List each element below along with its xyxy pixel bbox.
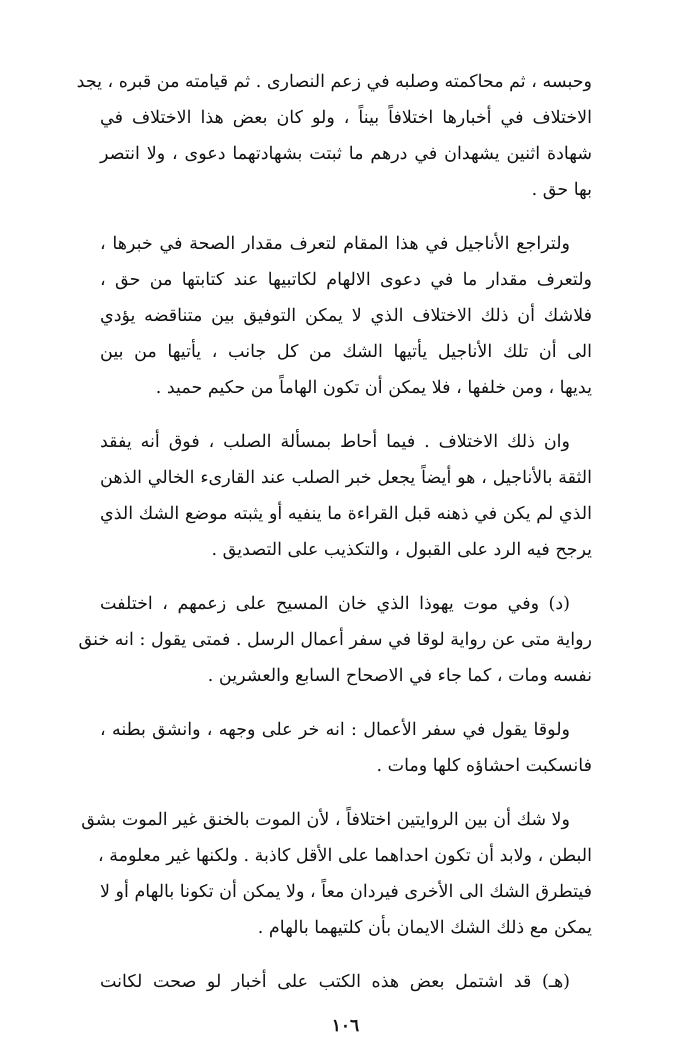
paragraph-5: [100, 712, 592, 784]
paragraph-3: [100, 424, 592, 568]
text-line: الثقة بالأناجيل ، هو أيضاً يجعل خبر الصلب عند القارىء الخالي الذهن: [100, 468, 592, 488]
text-line: البطن ، ولابد أن تكون احداهما على الأقل كاذبة . ولكنها غير معلومة ،: [98, 846, 592, 866]
text-line: فانسكبت احشاؤه كلها ومات .: [376, 756, 592, 776]
text-line: يرجح فيه الرد على القبول ، والتكذيب على التصديق .: [211, 540, 592, 560]
text-line: وحبسه ، ثم محاكمته وصلبه في زعم النصارى . ثم قيامته من قبره ، يجد: [76, 72, 592, 92]
page-body: [76, 64, 592, 1018]
text-line: ولتراجع الأناجيل في هذا المقام لتعرف مقدار الصحة في خبرها ،: [100, 234, 570, 254]
paragraph-1: [76, 64, 592, 208]
paragraph-2: [100, 226, 592, 406]
text-line: فلاشك أن ذلك الاختلاف الذي لا يمكن التوفيق بين متناقضه يؤدي: [100, 306, 592, 326]
text-line: الاختلاف في أخبارها اختلافاً بيناً ، ولو كان بعض هذا الاختلاف في: [100, 108, 592, 128]
text-line: ولا شك أن بين الروايتين اختلافاً ، لأن الموت بالخنق غير الموت بشق: [81, 810, 570, 830]
paragraph-4: [78, 586, 592, 694]
text-line: رواية متى عن رواية لوقا في سفر أعمال الرسل . فمتى يقول : انه خنق: [78, 630, 592, 650]
text-line: نفسه ومات ، كما جاء في الاصحاح السابع والعشرين .: [207, 666, 592, 686]
text-line: ولوقا يقول في سفر الأعمال : انه خر على وجهه ، وانشق بطنه ،: [100, 720, 570, 740]
paragraph-6: [81, 802, 592, 946]
text-line: (هـ) قد اشتمل بعض هذه الكتب على أخبار لو صحت لكانت: [100, 972, 570, 992]
text-line: وان ذلك الاختلاف . فيما أحاط بمسألة الصلب ، فوق أنه يفقد: [100, 432, 570, 452]
text-line: (د) وفي موت يهوذا الذي خان المسيح على زعمهم ، اختلفت: [100, 594, 570, 614]
page-number: ١٠٦: [331, 1016, 360, 1036]
text-line: يديها ، ومن خلفها ، فلا يمكن أن تكون الهاماً من حكيم حميد .: [155, 378, 592, 398]
text-line: فيتطرق الشك الى الأخرى فيردان معاً ، ولا يمكن أن تكونا بالهام أو لا: [100, 882, 592, 902]
paragraph-7: [100, 964, 592, 1000]
text-line: يمكن مع ذلك الشك الايمان بأن كلتيهما بالهام .: [257, 918, 592, 938]
text-line: الى أن تلك الأناجيل يأتيها الشك من كل جانب ، يأتيها من بين: [100, 342, 592, 362]
text-line: شهادة اثنين يشهدان في درهم ما ثبتت بشهادتهما دعوى ، ولا انتصر: [100, 144, 592, 164]
text-line: الذي لم يكن في ذهنه قبل القراءة ما ينفيه أو يثبته موضع الشك الذي: [100, 504, 592, 524]
text-line: ولتعرف مقدار ما في دعوى الالهام لكاتبيها عند كتابتها من حق ،: [100, 270, 592, 290]
text-line: بها حق .: [531, 180, 592, 200]
